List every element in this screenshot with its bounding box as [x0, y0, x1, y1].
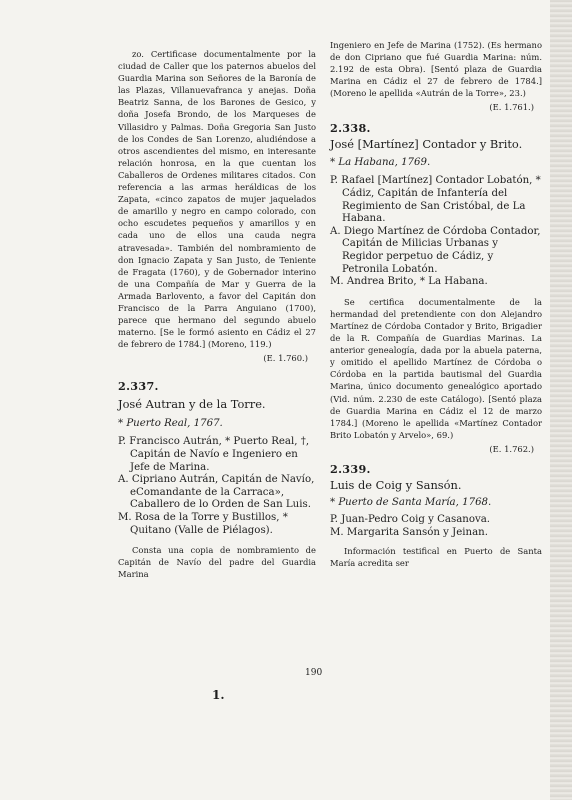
entry-number: 2.337.: [118, 379, 159, 394]
family-mother: M. Margarita Sansón y Jeinan.: [330, 526, 488, 538]
page-edge: [550, 0, 572, 800]
archive-code: (E. 1.760.): [263, 353, 308, 364]
archive-code: (E. 1.762.): [489, 443, 534, 454]
family-father: P. Juan-Pedro Coig y Casanova.: [330, 513, 491, 525]
entry-paragraph: Consta una copia de nombramiento de Capitán de Navío del padre del Guardia Marina: [118, 545, 316, 580]
family-grandfather: A. Cipriano Autrán, Capitán de Navío, eComandante de la Carraca», Caballero de lo Orden de San Luis.: [118, 474, 315, 511]
entry-name: José Autran y de la Torre.: [118, 397, 266, 412]
entry-birth: * La Habana, 1769.: [330, 157, 431, 169]
entry-number: 2.339.: [330, 461, 371, 476]
family-list: [330, 175, 542, 288]
entry-text: [330, 296, 542, 441]
left-column: [118, 0, 316, 580]
page-number: 190: [305, 668, 323, 678]
family-mother: M. Andrea Brito, * La Habana.: [330, 276, 488, 288]
family-grandfather: A. Diego Martínez de Córdoba Contador, Capitán de Milicias Urbanas y Regidor perpetuo de Cádiz, y Petronila Lobatón.: [330, 225, 541, 275]
entry-number: 2.338.: [330, 121, 371, 136]
bottom-mark: 1.: [212, 688, 225, 702]
family-list: [330, 514, 542, 539]
entry-birth: * Puerto de Santa María, 1768.: [330, 496, 492, 508]
family-mother: M. Rosa de la Torre y Bustillos, * Quitano (Valle de Piélagos).: [118, 511, 288, 536]
entry-paragraph: Se certifica documentalmente de la hermandad del pretendiente con don Alejandro Martínez de Córdoba Contador y Brito, Brigadier de la R. Compañía de Guardias Marinas. La anterior genealogía, dada por la abuela paterna, y omitido el apellido Martínez de Córdoba o Córdoba en la partida bautismal del Guardia Marina, único documento genealógico aportado (Vid. núm. 2.230 de este Catálogo). [Sentó plaza de Guardia Marina en Cádiz el 12 de marzo 1784.] (Moreno le apellida «Martínez Contador Brito Lobatón y Arvelo», 69.): [330, 296, 542, 440]
right-column: [330, 0, 542, 569]
entry-text: [330, 545, 542, 569]
entry-name: Luis de Coig y Sansón.: [330, 477, 462, 492]
continued-entry-text: [330, 39, 542, 99]
continued-paragraph: Ingeniero en Jefe de Marina (1752). (Es hermano de don Cipriano que fué Guardia Marina: núm. 2.192 de esta Obra). [Sentó plaza de Guardia Marina en Cádiz el 27 de febrero de 1784.] (Moreno le apellida «Autrán de la Torre», 23.): [330, 40, 542, 99]
archive-code: (E. 1.761.): [489, 102, 534, 113]
family-list: [118, 436, 316, 537]
entry-text: [118, 544, 316, 580]
entry-birth: * Puerto Real, 1767.: [118, 418, 223, 430]
continued-entry-text: [118, 48, 316, 350]
entry-paragraph: Información testifical en Puerto de Santa María acredita ser: [330, 546, 542, 569]
family-father: P. Francisco Autrán, * Puerto Real, †, Capitán de Navío e Ingeniero en Jefe de Marina.: [118, 436, 310, 473]
entry-name: José [Martínez] Contador y Brito.: [330, 137, 523, 152]
family-father: P. Rafael [Martínez] Contador Lobatón, * Cádiz, Capitán de Infantería del Regimiento de San Cristóbal, de La Habana.: [330, 175, 541, 225]
continued-paragraph: zo. Certificase documentalmente por la ciudad de Caller que los paternos abuelos del Guardia Marina son Señores de la Baronía de las Plazas, Villanuevafranca y anejas. Doña Beatriz Sanna, de los Barones de Gesico, y doña Josefa Brondo, de los Marqueses de Villasidro y Palmas. Doña Gregoria San Justo de los Condes de San Lorenzo, aludiéndose a otros ascendientes del mismo, en interesante relación honrosa, en la que cuentan los Caballeros de Ordenes militares citados. Con referencia a las armas heráldicas de los Zapata, «cinco zapatos de mujer jaquelados de amarillo y negro en campo colorado, con ocho escudetes pequeños y amarillos y en cada uno de ellos una cauda negra atravesada». También del nombramiento de don Ignacio Zapata y San Justo, de Teniente de Fragata (1760), y de Gobernador interino de una Compañía de Mar y Guerra de la Armada Barlovento, a favor del Capitán don Francisco de la Parra Anguiano (1700), parece que hermano del segundo abuelo materno. [Se le formó asiento en Cádiz el 27 de febrero de 1784.] (Moreno, 119.): [118, 49, 316, 350]
